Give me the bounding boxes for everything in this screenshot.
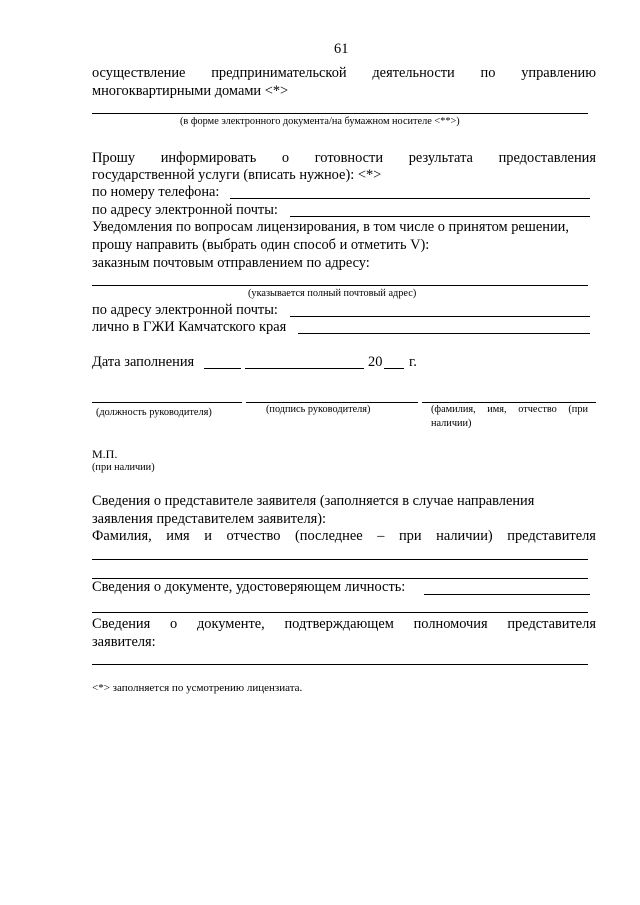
- signature-field[interactable]: [246, 402, 418, 403]
- word: наличии): [436, 528, 493, 544]
- address-field[interactable]: [92, 285, 588, 286]
- word: (при: [568, 404, 588, 415]
- position-caption: (должность руководителя): [96, 407, 212, 418]
- licensing-line-1: Уведомления по вопросам лицензирования, в том числе о принятом решении,: [92, 219, 569, 235]
- auth-doc-label-line-2: заявителя:: [92, 634, 156, 650]
- word: управлению: [521, 65, 596, 81]
- word: представителя: [507, 616, 596, 632]
- id-doc-field-1[interactable]: [424, 594, 590, 595]
- fio-caption-line-2: наличии): [431, 418, 472, 429]
- id-doc-field-2[interactable]: [92, 612, 588, 613]
- word: о: [170, 616, 178, 632]
- position-field[interactable]: [92, 402, 242, 403]
- word: предоставления: [498, 150, 596, 166]
- fio-caption-line-1: [431, 405, 588, 415]
- fio-field[interactable]: [422, 402, 596, 403]
- word: имя,: [487, 404, 507, 415]
- seal-note: (при наличии): [92, 462, 155, 473]
- word: по: [480, 65, 496, 81]
- word: информировать: [160, 150, 257, 166]
- footnote: <*> заполняется по усмотрению лицензиата.: [92, 682, 303, 694]
- email-label: по адресу электронной почты:: [92, 202, 278, 218]
- word: готовности: [314, 150, 384, 166]
- word: деятельности: [372, 65, 455, 81]
- word: –: [377, 528, 385, 544]
- address-caption: (указывается полный почтовый адрес): [248, 288, 417, 299]
- auth-doc-field[interactable]: [92, 664, 588, 665]
- inperson-label: лично в ГЖИ Камчатского края: [92, 319, 287, 335]
- word: осуществление: [92, 65, 186, 81]
- word: отчество: [226, 528, 281, 544]
- page-number: 61: [334, 41, 349, 57]
- inperson-field[interactable]: [298, 333, 590, 334]
- representative-line-1: Сведения о представителе заявителя (заполняется в случае направления: [92, 493, 535, 509]
- licensing-email-label: по адресу электронной почты:: [92, 302, 278, 318]
- signature-caption: (подпись руководителя): [266, 404, 371, 415]
- date-label: Дата заполнения: [92, 354, 195, 370]
- intro-line-1: [92, 66, 596, 80]
- intro-line-2: многоквартирными домами <*>: [92, 83, 289, 99]
- word: и: [204, 528, 212, 544]
- date-month-field[interactable]: [245, 368, 364, 369]
- licensing-line-3: заказным почтовым отправлением по адресу:: [92, 255, 370, 271]
- word: документе,: [196, 616, 265, 632]
- phone-field[interactable]: [230, 198, 590, 199]
- date-day-field[interactable]: [204, 368, 241, 369]
- word: предпринимательской: [211, 65, 347, 81]
- licensing-email-field[interactable]: [290, 316, 590, 317]
- word: Прошу: [92, 150, 136, 166]
- seal-label: М.П.: [92, 447, 118, 461]
- word: (последнее: [294, 528, 363, 544]
- representative-name-label: [92, 529, 596, 543]
- date-year-prefix: 20: [368, 354, 383, 370]
- word: результата: [408, 150, 473, 166]
- word: (фамилия,: [431, 404, 476, 415]
- representative-line-2: заявления представителем заявителя):: [92, 511, 327, 527]
- format-underline: [92, 113, 588, 114]
- notify-line-1: [92, 151, 596, 165]
- word: Фамилия,: [92, 528, 152, 544]
- date-year-suffix: г.: [409, 354, 417, 370]
- licensing-line-2: прошу направить (выбрать один способ и отметить V):: [92, 237, 430, 253]
- date-year-field[interactable]: [384, 368, 404, 369]
- representative-name-field-1[interactable]: [92, 559, 588, 560]
- word: при: [398, 528, 422, 544]
- phone-label: по номеру телефона:: [92, 184, 220, 200]
- word: имя: [166, 528, 190, 544]
- notify-line-2: государственной услуги (вписать нужное): <*>: [92, 167, 382, 183]
- word: о: [281, 150, 290, 166]
- auth-doc-label: [92, 617, 596, 631]
- word: представителя: [507, 528, 596, 544]
- word: полномочия: [413, 616, 488, 632]
- id-doc-label: Сведения о документе, удостоверяющем личность:: [92, 579, 406, 595]
- word: Сведения: [92, 616, 151, 632]
- email-field[interactable]: [290, 216, 590, 217]
- word: отчество: [518, 404, 557, 415]
- word: подтверждающем: [284, 616, 394, 632]
- format-caption: (в форме электронного документа/на бумажном носителе <**>): [180, 116, 460, 127]
